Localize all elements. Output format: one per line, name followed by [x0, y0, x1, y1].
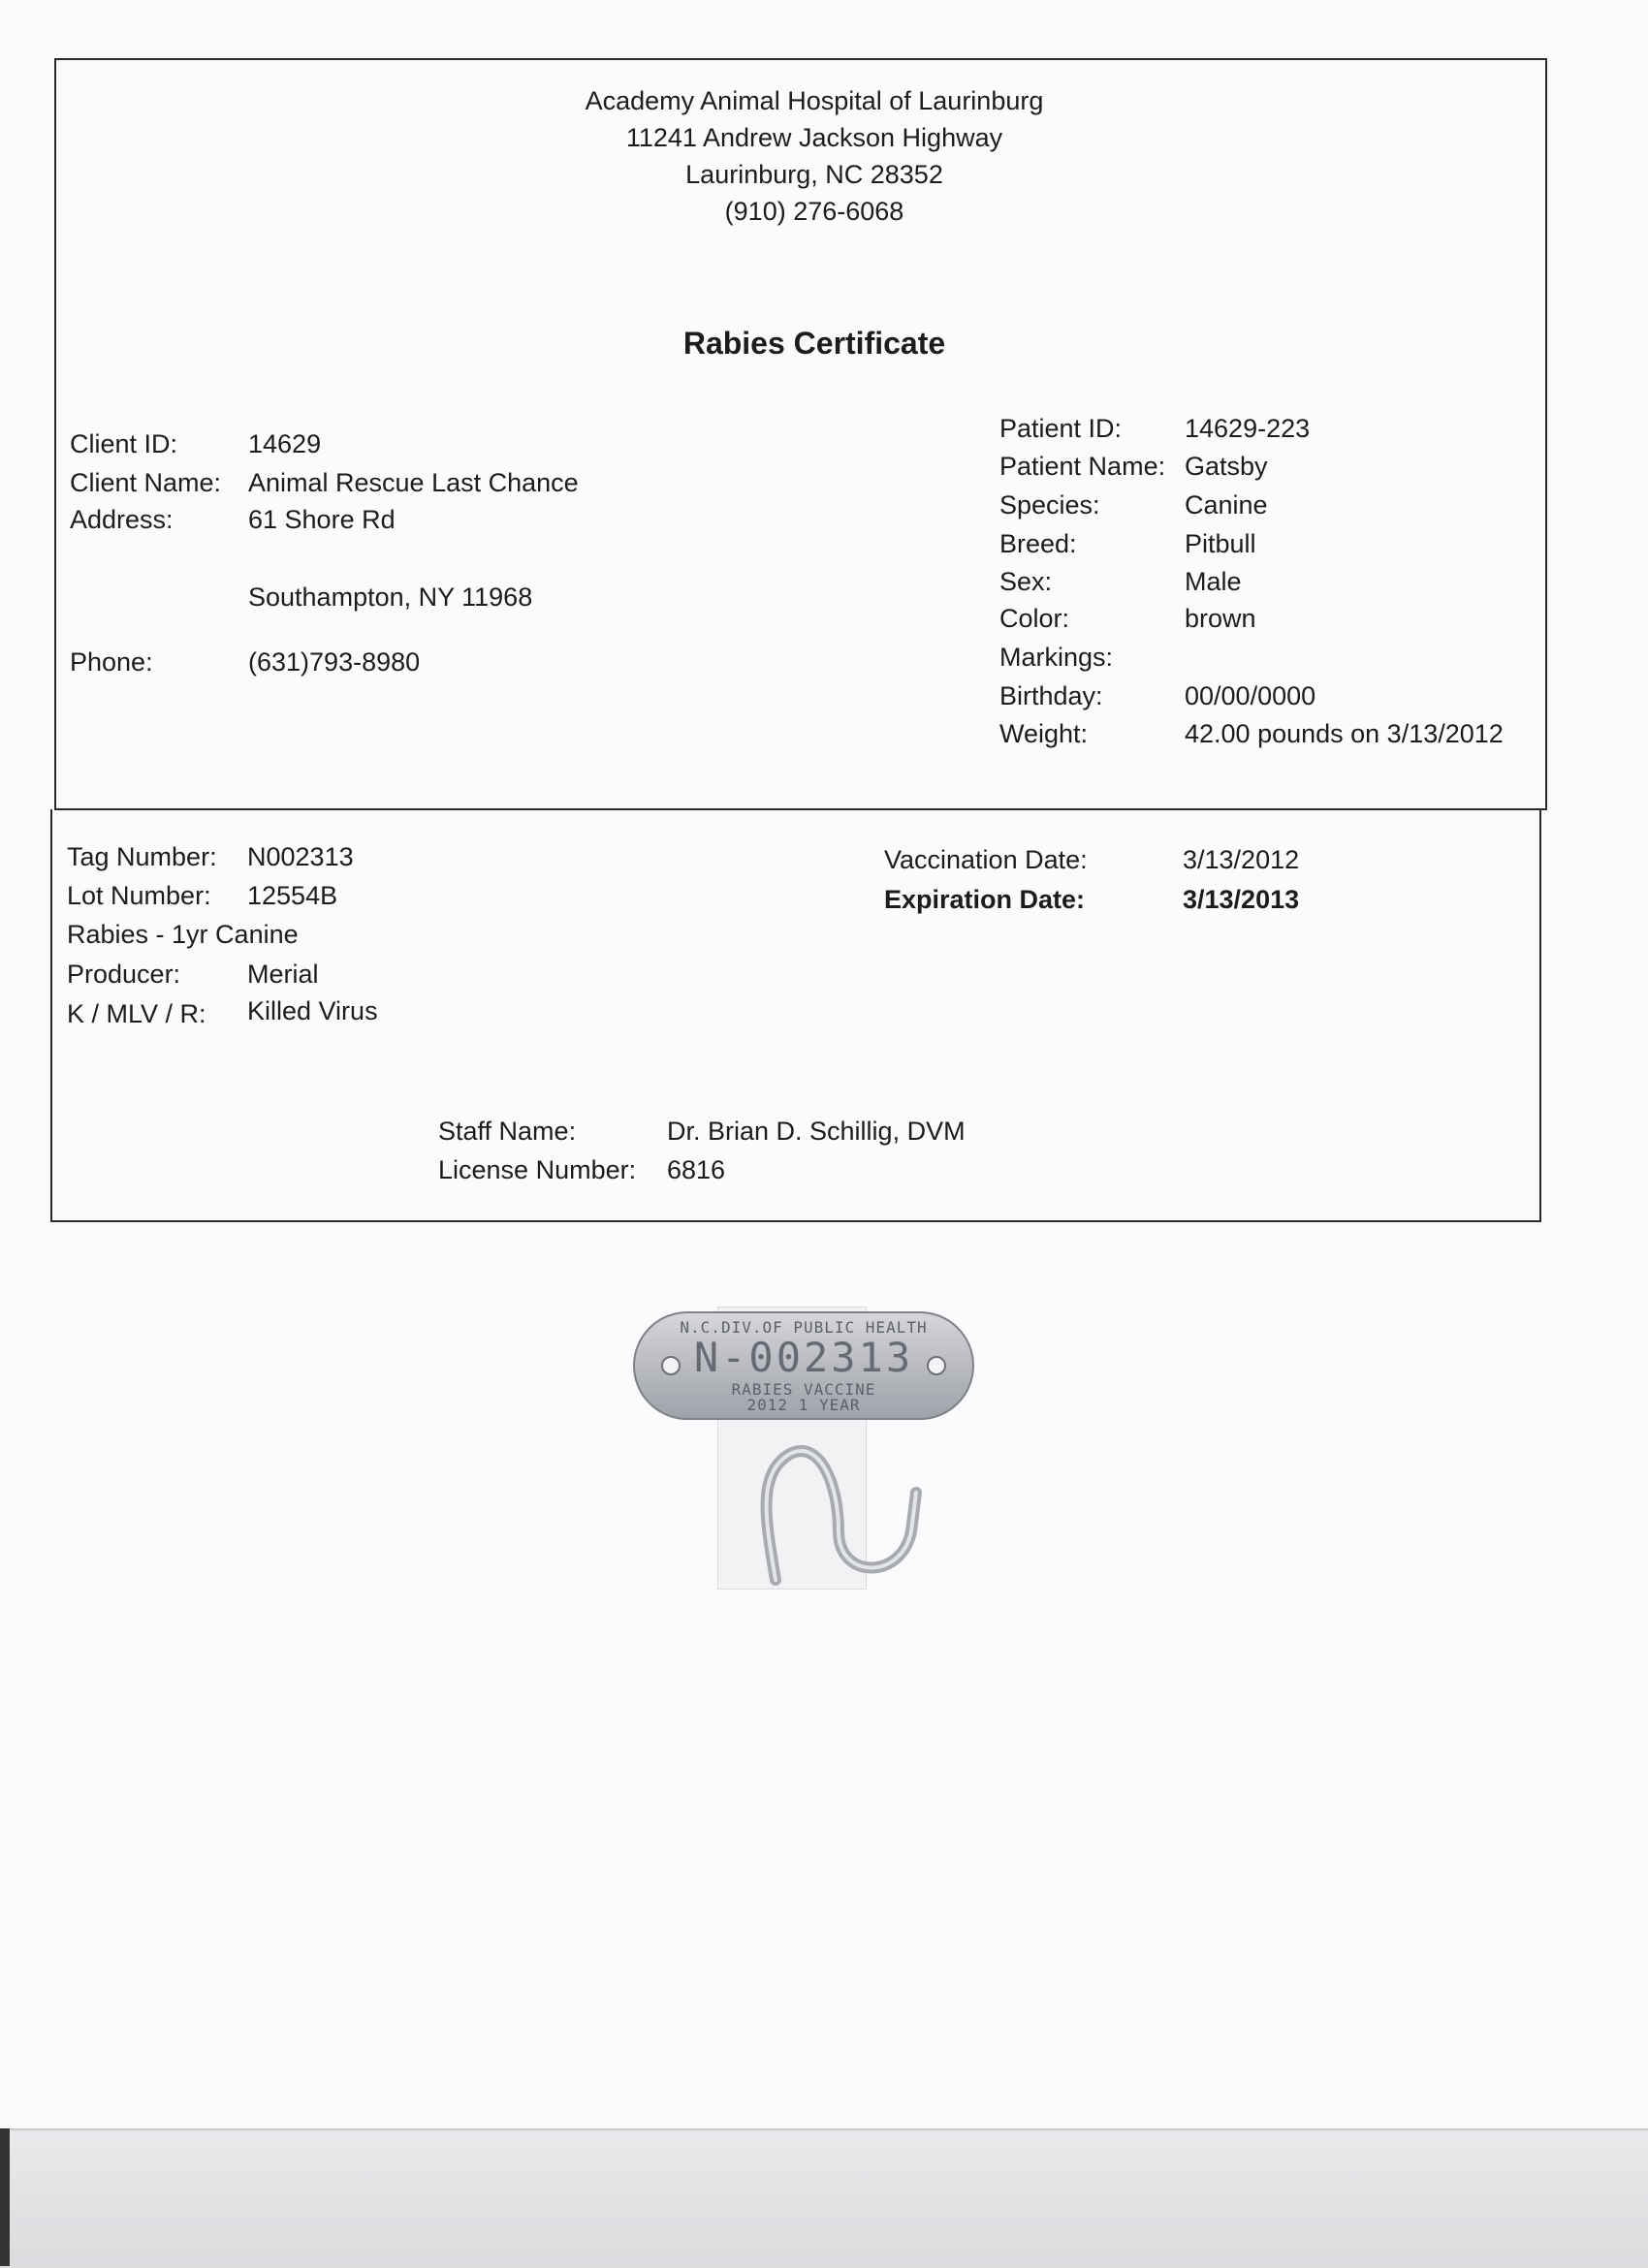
tag-line-1: N.C.DIV.OF PUBLIC HEALTH	[680, 1318, 928, 1337]
lot-number-label: Lot Number:	[67, 881, 211, 910]
staff-name: Dr. Brian D. Schillig, DVM	[667, 1117, 966, 1146]
color-label: Color:	[999, 604, 1070, 633]
hospital-phone: (910) 276-6068	[724, 197, 904, 226]
staff-name-label: Staff Name:	[438, 1117, 577, 1146]
client-phone: (631)793-8980	[248, 647, 421, 677]
weight: 42.00 pounds on 3/13/2012	[1185, 719, 1504, 748]
kmlv-label: K / MLV / R:	[67, 999, 206, 1028]
tag-line-4: 2012 1 YEAR	[746, 1396, 861, 1414]
tag-line-3: RABIES VACCINE	[731, 1380, 876, 1399]
address-line-2: Southampton, NY 11968	[248, 583, 533, 612]
certificate-title: Rabies Certificate	[682, 326, 946, 361]
tag-line-2: N-002313	[693, 1334, 914, 1381]
address-label: Address:	[70, 505, 174, 534]
markings-label: Markings:	[999, 643, 1114, 672]
license-number-label: License Number:	[438, 1155, 637, 1184]
client-name-label: Client Name:	[70, 468, 222, 497]
tag-number: N002313	[247, 842, 354, 871]
client-name: Animal Rescue Last Chance	[248, 468, 579, 497]
lot-number: 12554B	[247, 881, 338, 910]
vaccine-type: Rabies - 1yr Canine	[67, 920, 299, 949]
sex: Male	[1185, 567, 1242, 596]
patient-id-label: Patient ID:	[999, 414, 1123, 443]
birthday-label: Birthday:	[999, 681, 1103, 710]
rabies-tag-photo	[620, 1299, 989, 1590]
license-number: 6816	[667, 1155, 726, 1184]
client-id: 14629	[248, 429, 322, 458]
hospital-city: Laurinburg, NC 28352	[685, 160, 943, 189]
patient-id: 14629-223	[1185, 414, 1311, 443]
producer: Merial	[247, 960, 319, 989]
vaccination-date-label: Vaccination Date:	[884, 845, 1088, 874]
phone-label: Phone:	[70, 647, 153, 677]
weight-label: Weight:	[999, 719, 1089, 748]
species: Canine	[1185, 490, 1268, 520]
address-line-1: 61 Shore Rd	[248, 505, 396, 534]
sex-label: Sex:	[999, 567, 1053, 596]
client-id-label: Client ID:	[70, 429, 178, 458]
hospital-street: 11241 Andrew Jackson Highway	[625, 123, 1003, 152]
species-label: Species:	[999, 490, 1100, 520]
breed-label: Breed:	[999, 529, 1077, 558]
hospital-name: Academy Animal Hospital of Laurinburg	[585, 86, 1044, 115]
expiration-date: 3/13/2013	[1183, 885, 1300, 914]
producer-label: Producer:	[67, 960, 181, 989]
patient-name: Gatsby	[1185, 452, 1268, 481]
birthday: 00/00/0000	[1185, 681, 1316, 710]
kmlv: Killed Virus	[247, 996, 378, 1025]
color: brown	[1185, 604, 1256, 633]
scanner-bed-edge	[0, 2128, 1648, 2268]
vaccination-date: 3/13/2012	[1183, 845, 1300, 874]
tag-number-label: Tag Number:	[67, 842, 217, 871]
patient-name-label: Patient Name:	[999, 452, 1166, 481]
expiration-date-label: Expiration Date:	[884, 885, 1086, 914]
scanner-shadow	[0, 2128, 10, 2266]
breed: Pitbull	[1185, 529, 1256, 558]
